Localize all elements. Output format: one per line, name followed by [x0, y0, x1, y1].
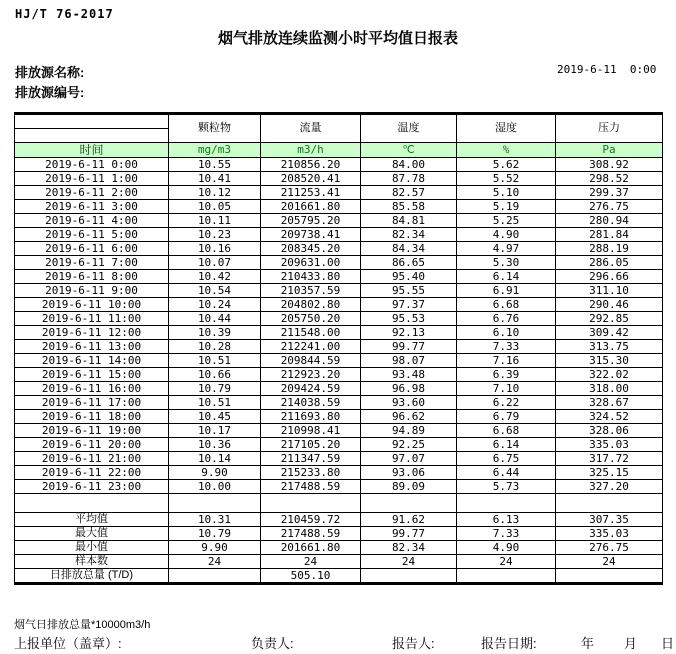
value-cell-2: 86.65 — [361, 256, 457, 270]
time-cell: 2019-6-11 12:00 — [15, 326, 169, 340]
value-cell-3: 7.33 — [457, 340, 556, 354]
summary-value-2: 91.62 — [361, 513, 457, 527]
table-row — [15, 410, 663, 424]
value-cell-1: 209738.41 — [261, 228, 361, 242]
value-cell-3: 7.10 — [457, 382, 556, 396]
value-cell-0: 10.17 — [169, 424, 261, 438]
value-cell-3: 4.97 — [457, 242, 556, 256]
value-cell-2: 82.34 — [361, 228, 457, 242]
value-cell-3: 6.91 — [457, 284, 556, 298]
summary-value-1: 217488.59 — [261, 527, 361, 541]
value-cell-4: 328.06 — [556, 424, 663, 438]
value-cell-0: 10.54 — [169, 284, 261, 298]
value-cell-1: 211253.41 — [261, 186, 361, 200]
value-cell-1: 209424.59 — [261, 382, 361, 396]
value-cell-1: 208520.41 — [261, 172, 361, 186]
header-row-1 — [15, 114, 663, 129]
value-cell-2: 92.13 — [361, 326, 457, 340]
value-cell-2: 92.25 — [361, 438, 457, 452]
blank-cell — [361, 494, 457, 513]
responsible-label: 负责人: — [251, 636, 294, 651]
table-row — [15, 158, 663, 172]
day-label: 日 — [661, 636, 675, 651]
value-cell-4: 311.10 — [556, 284, 663, 298]
blank-cell — [556, 494, 663, 513]
summary-row — [15, 541, 663, 555]
value-cell-2: 82.57 — [361, 186, 457, 200]
time-cell: 2019-6-11 5:00 — [15, 228, 169, 242]
time-cell: 2019-6-11 8:00 — [15, 270, 169, 284]
value-cell-4: 299.37 — [556, 186, 663, 200]
month-label: 月 — [624, 636, 638, 651]
summary-row — [15, 569, 663, 584]
value-cell-1: 205750.20 — [261, 312, 361, 326]
time-cell: 2019-6-11 10:00 — [15, 298, 169, 312]
value-cell-4: 315.30 — [556, 354, 663, 368]
corner-cell-bottom — [15, 129, 169, 143]
value-cell-1: 217105.20 — [261, 438, 361, 452]
value-cell-1: 214038.59 — [261, 396, 361, 410]
table-row — [15, 312, 663, 326]
time-cell: 2019-6-11 1:00 — [15, 172, 169, 186]
value-cell-2: 97.37 — [361, 298, 457, 312]
value-cell-2: 94.89 — [361, 424, 457, 438]
value-cell-3: 6.44 — [457, 466, 556, 480]
summary-label: 最小值 — [15, 541, 169, 555]
value-cell-2: 89.09 — [361, 480, 457, 494]
value-cell-4: 328.67 — [556, 396, 663, 410]
value-cell-0: 10.16 — [169, 242, 261, 256]
time-header: 时间 — [15, 143, 169, 158]
value-cell-0: 10.42 — [169, 270, 261, 284]
value-cell-3: 6.68 — [457, 424, 556, 438]
value-cell-4: 335.03 — [556, 438, 663, 452]
value-cell-3: 5.73 — [457, 480, 556, 494]
summary-value-0 — [169, 569, 261, 584]
summary-value-4: 307.35 — [556, 513, 663, 527]
value-cell-2: 84.00 — [361, 158, 457, 172]
blank-cell — [261, 494, 361, 513]
report-datetime: 2019-6-11 0:00 — [557, 63, 657, 76]
value-cell-0: 10.55 — [169, 158, 261, 172]
summary-value-2: 82.34 — [361, 541, 457, 555]
table-row — [15, 242, 663, 256]
value-cell-1: 217488.59 — [261, 480, 361, 494]
table-row — [15, 438, 663, 452]
value-cell-0: 10.24 — [169, 298, 261, 312]
time-cell: 2019-6-11 9:00 — [15, 284, 169, 298]
value-cell-1: 210357.59 — [261, 284, 361, 298]
summary-value-3: 24 — [457, 555, 556, 569]
time-cell: 2019-6-11 15:00 — [15, 368, 169, 382]
summary-value-0: 24 — [169, 555, 261, 569]
time-cell: 2019-6-11 14:00 — [15, 354, 169, 368]
value-cell-4: 288.19 — [556, 242, 663, 256]
value-cell-2: 96.62 — [361, 410, 457, 424]
summary-value-1: 24 — [261, 555, 361, 569]
value-cell-4: 276.75 — [556, 200, 663, 214]
report-unit-label: 上报单位（盖章）: — [14, 636, 122, 651]
value-cell-1: 215233.80 — [261, 466, 361, 480]
report-table — [14, 112, 663, 585]
value-cell-3: 6.22 — [457, 396, 556, 410]
value-cell-0: 10.79 — [169, 382, 261, 396]
time-cell: 2019-6-11 21:00 — [15, 452, 169, 466]
summary-value-2: 99.77 — [361, 527, 457, 541]
time-cell: 2019-6-11 23:00 — [15, 480, 169, 494]
value-cell-2: 93.06 — [361, 466, 457, 480]
value-cell-0: 10.44 — [169, 312, 261, 326]
summary-value-3: 4.90 — [457, 541, 556, 555]
value-cell-0: 10.05 — [169, 200, 261, 214]
value-cell-4: 286.05 — [556, 256, 663, 270]
summary-value-3: 7.33 — [457, 527, 556, 541]
summary-value-3 — [457, 569, 556, 584]
summary-value-2: 24 — [361, 555, 457, 569]
table-row — [15, 284, 663, 298]
value-cell-0: 10.51 — [169, 354, 261, 368]
table-row — [15, 256, 663, 270]
value-cell-3: 6.14 — [457, 270, 556, 284]
time-cell: 2019-6-11 22:00 — [15, 466, 169, 480]
unit-row — [15, 143, 663, 158]
value-cell-3: 5.30 — [457, 256, 556, 270]
summary-value-1: 210459.72 — [261, 513, 361, 527]
column-header-1: 流量 — [261, 114, 361, 143]
value-cell-3: 5.25 — [457, 214, 556, 228]
summary-label: 最大值 — [15, 527, 169, 541]
summary-label: 平均值 — [15, 513, 169, 527]
time-cell: 2019-6-11 0:00 — [15, 158, 169, 172]
summary-value-0: 10.79 — [169, 527, 261, 541]
value-cell-0: 10.45 — [169, 410, 261, 424]
value-cell-4: 322.02 — [556, 368, 663, 382]
value-cell-1: 210433.80 — [261, 270, 361, 284]
summary-value-1: 201661.80 — [261, 541, 361, 555]
table-row — [15, 368, 663, 382]
standard-code: HJ/T 76-2017 — [15, 7, 114, 21]
value-cell-4: 327.20 — [556, 480, 663, 494]
column-header-3: 湿度 — [457, 114, 556, 143]
value-cell-3: 5.62 — [457, 158, 556, 172]
value-cell-0: 10.12 — [169, 186, 261, 200]
time-cell: 2019-6-11 20:00 — [15, 438, 169, 452]
value-cell-4: 313.75 — [556, 340, 663, 354]
table-row — [15, 354, 663, 368]
unit-cell-4: Pa — [556, 143, 663, 158]
value-cell-2: 93.48 — [361, 368, 457, 382]
value-cell-4: 281.84 — [556, 228, 663, 242]
value-cell-1: 201661.80 — [261, 200, 361, 214]
footer-note: 烟气日排放总量*10000m3/h — [14, 619, 151, 631]
blank-row — [15, 494, 663, 513]
time-cell: 2019-6-11 7:00 — [15, 256, 169, 270]
page-title: 烟气排放连续监测小时平均值日报表 — [217, 30, 458, 47]
time-cell: 2019-6-11 4:00 — [15, 214, 169, 228]
table-row — [15, 186, 663, 200]
value-cell-0: 10.41 — [169, 172, 261, 186]
summary-value-4: 276.75 — [556, 541, 663, 555]
value-cell-2: 96.98 — [361, 382, 457, 396]
value-cell-4: 309.42 — [556, 326, 663, 340]
value-cell-3: 6.14 — [457, 438, 556, 452]
value-cell-3: 7.16 — [457, 354, 556, 368]
table-row — [15, 172, 663, 186]
value-cell-4: 296.66 — [556, 270, 663, 284]
value-cell-4: 290.46 — [556, 298, 663, 312]
value-cell-3: 6.76 — [457, 312, 556, 326]
value-cell-4: 325.15 — [556, 466, 663, 480]
value-cell-0: 10.11 — [169, 214, 261, 228]
value-cell-1: 210856.20 — [261, 158, 361, 172]
table-row — [15, 270, 663, 284]
value-cell-1: 210998.41 — [261, 424, 361, 438]
value-cell-0: 10.00 — [169, 480, 261, 494]
value-cell-2: 84.81 — [361, 214, 457, 228]
value-cell-3: 6.10 — [457, 326, 556, 340]
value-cell-3: 6.68 — [457, 298, 556, 312]
summary-row — [15, 555, 663, 569]
value-cell-2: 95.53 — [361, 312, 457, 326]
value-cell-0: 9.90 — [169, 466, 261, 480]
time-cell: 2019-6-11 17:00 — [15, 396, 169, 410]
value-cell-1: 209844.59 — [261, 354, 361, 368]
value-cell-2: 87.78 — [361, 172, 457, 186]
summary-label: 日排放总量 (T/D) — [15, 569, 169, 584]
reporter-label: 报告人: — [392, 636, 435, 651]
value-cell-4: 292.85 — [556, 312, 663, 326]
column-header-2: 温度 — [361, 114, 457, 143]
value-cell-4: 298.52 — [556, 172, 663, 186]
unit-cell-3: % — [457, 143, 556, 158]
blank-cell — [457, 494, 556, 513]
time-cell: 2019-6-11 11:00 — [15, 312, 169, 326]
table-row — [15, 466, 663, 480]
corner-cell-top — [15, 114, 169, 129]
value-cell-2: 95.55 — [361, 284, 457, 298]
table-row — [15, 480, 663, 494]
blank-cell — [15, 494, 169, 513]
value-cell-3: 5.52 — [457, 172, 556, 186]
table-row — [15, 382, 663, 396]
time-cell: 2019-6-11 13:00 — [15, 340, 169, 354]
summary-row — [15, 513, 663, 527]
value-cell-4: 318.00 — [556, 382, 663, 396]
report-table-body — [15, 114, 663, 584]
value-cell-0: 10.23 — [169, 228, 261, 242]
table-row — [15, 452, 663, 466]
value-cell-2: 99.77 — [361, 340, 457, 354]
summary-row — [15, 527, 663, 541]
value-cell-4: 324.52 — [556, 410, 663, 424]
value-cell-4: 308.92 — [556, 158, 663, 172]
value-cell-0: 10.36 — [169, 438, 261, 452]
value-cell-0: 10.39 — [169, 326, 261, 340]
table-row — [15, 298, 663, 312]
value-cell-1: 208345.20 — [261, 242, 361, 256]
value-cell-1: 211693.80 — [261, 410, 361, 424]
value-cell-3: 6.75 — [457, 452, 556, 466]
value-cell-3: 4.90 — [457, 228, 556, 242]
table-row — [15, 340, 663, 354]
value-cell-2: 95.40 — [361, 270, 457, 284]
time-cell: 2019-6-11 6:00 — [15, 242, 169, 256]
summary-value-0: 10.31 — [169, 513, 261, 527]
summary-value-2 — [361, 569, 457, 584]
value-cell-2: 98.07 — [361, 354, 457, 368]
unit-cell-1: m3/h — [261, 143, 361, 158]
table-row — [15, 228, 663, 242]
time-cell: 2019-6-11 2:00 — [15, 186, 169, 200]
value-cell-3: 6.79 — [457, 410, 556, 424]
value-cell-1: 205795.20 — [261, 214, 361, 228]
value-cell-4: 317.72 — [556, 452, 663, 466]
summary-value-4 — [556, 569, 663, 584]
time-cell: 2019-6-11 16:00 — [15, 382, 169, 396]
table-row — [15, 326, 663, 340]
source-id-label: 排放源编号: — [15, 85, 85, 100]
unit-cell-0: mg/m3 — [169, 143, 261, 158]
time-cell: 2019-6-11 18:00 — [15, 410, 169, 424]
summary-value-4: 24 — [556, 555, 663, 569]
value-cell-2: 85.58 — [361, 200, 457, 214]
blank-cell — [169, 494, 261, 513]
value-cell-1: 204802.80 — [261, 298, 361, 312]
summary-value-0: 9.90 — [169, 541, 261, 555]
time-cell: 2019-6-11 19:00 — [15, 424, 169, 438]
column-header-0: 颗粒物 — [169, 114, 261, 143]
value-cell-1: 211347.59 — [261, 452, 361, 466]
summary-value-3: 6.13 — [457, 513, 556, 527]
value-cell-0: 10.51 — [169, 396, 261, 410]
value-cell-0: 10.66 — [169, 368, 261, 382]
year-label: 年 — [581, 636, 595, 651]
time-cell: 2019-6-11 3:00 — [15, 200, 169, 214]
value-cell-3: 5.10 — [457, 186, 556, 200]
unit-cell-2: ℃ — [361, 143, 457, 158]
summary-label: 样本数 — [15, 555, 169, 569]
value-cell-3: 5.19 — [457, 200, 556, 214]
table-row — [15, 214, 663, 228]
source-name-label: 排放源名称: — [15, 65, 85, 80]
column-header-4: 压力 — [556, 114, 663, 143]
value-cell-1: 209631.00 — [261, 256, 361, 270]
value-cell-2: 97.07 — [361, 452, 457, 466]
table-row — [15, 396, 663, 410]
value-cell-2: 84.34 — [361, 242, 457, 256]
value-cell-0: 10.14 — [169, 452, 261, 466]
value-cell-4: 280.94 — [556, 214, 663, 228]
value-cell-0: 10.28 — [169, 340, 261, 354]
value-cell-2: 93.60 — [361, 396, 457, 410]
table-row — [15, 200, 663, 214]
report-date-label: 报告日期: — [481, 636, 537, 651]
value-cell-1: 212923.20 — [261, 368, 361, 382]
summary-value-4: 335.03 — [556, 527, 663, 541]
value-cell-1: 212241.00 — [261, 340, 361, 354]
summary-value-1: 505.10 — [261, 569, 361, 584]
table-row — [15, 424, 663, 438]
value-cell-0: 10.07 — [169, 256, 261, 270]
value-cell-3: 6.39 — [457, 368, 556, 382]
value-cell-1: 211548.00 — [261, 326, 361, 340]
